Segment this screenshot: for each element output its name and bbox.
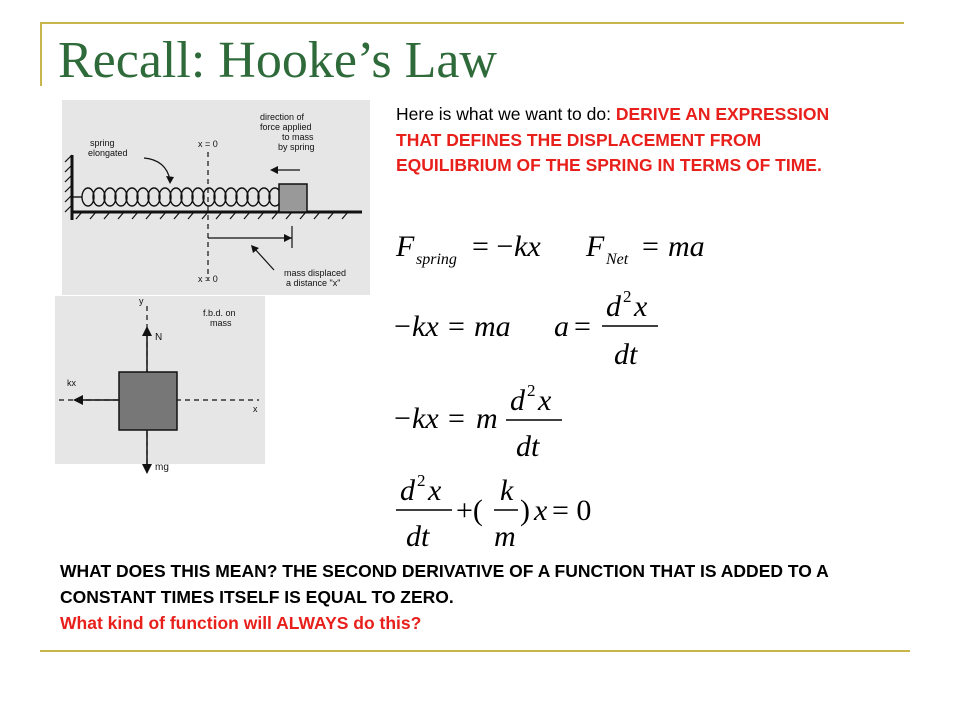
svg-text:spring: spring	[416, 251, 457, 268]
svg-text:): )	[520, 494, 530, 527]
svg-text:2: 2	[417, 471, 426, 490]
label-mass-displaced-1: mass displaced	[284, 268, 347, 278]
svg-text:x: x	[634, 290, 648, 323]
label-x-axis: x	[253, 404, 258, 414]
svg-text:m: m	[476, 402, 498, 435]
intro-highlight: DERIVE AN EXPRESSION THAT DEFINES THE DISPLACEMENT FROM EQUILIBRIUM OF THE SPRING IN TERMS OF TIME.	[396, 104, 830, 175]
svg-text:=: =	[574, 310, 591, 343]
svg-text:=: =	[448, 402, 465, 435]
svg-text:d: d	[400, 474, 415, 507]
equation-shm	[392, 468, 632, 554]
svg-text:2: 2	[623, 287, 632, 306]
svg-text:F: F	[396, 230, 415, 263]
label-fbd-1: f.b.d. on	[203, 308, 236, 318]
svg-text:dt: dt	[614, 338, 638, 371]
svg-text:Net: Net	[606, 251, 629, 268]
svg-text:x: x	[534, 494, 548, 527]
label-direction-2: force applied	[260, 122, 312, 132]
svg-text:+(: +(	[456, 494, 483, 527]
label-direction-4: by spring	[278, 142, 315, 152]
label-N: N	[155, 332, 163, 343]
svg-text:−: −	[394, 402, 411, 435]
svg-text:d: d	[510, 384, 525, 417]
label-elongated: elongated	[88, 148, 128, 158]
equation-hookes-newton	[392, 222, 732, 274]
label-x0-bottom: x = 0	[198, 274, 218, 284]
svg-text:dt: dt	[406, 520, 430, 553]
bottom-statement: WHAT DOES THIS MEAN? THE SECOND DERIVATIVE OF A FUNCTION THAT IS ADDED TO A CONSTANT TIMES ITSELF IS EQUAL TO ZERO.	[60, 561, 829, 607]
svg-text:=: =	[448, 310, 465, 343]
slide-title: Recall: Hooke’s Law	[58, 32, 497, 89]
label-mass-displaced-2: a distance "x"	[286, 278, 341, 288]
svg-text:kx: kx	[412, 402, 439, 435]
intro-text	[396, 102, 876, 179]
svg-text:=: =	[642, 230, 659, 263]
svg-text:x: x	[538, 384, 552, 417]
top-rule	[40, 22, 904, 24]
svg-text:kx: kx	[514, 230, 541, 263]
svg-text:a: a	[554, 310, 569, 343]
left-rule	[40, 22, 42, 86]
spring-mass-diagram	[62, 100, 370, 295]
svg-text:F: F	[586, 230, 605, 263]
label-direction-1: direction of	[260, 112, 305, 122]
equation-ode-form	[392, 378, 612, 464]
svg-text:m: m	[494, 520, 516, 553]
label-spring: spring	[90, 138, 115, 148]
label-mg: mg	[155, 462, 169, 473]
fbd-mass	[119, 372, 177, 430]
svg-text:ma: ma	[474, 310, 511, 343]
svg-text:2: 2	[527, 381, 536, 400]
label-fbd-2: mass	[210, 318, 232, 328]
svg-text:kx: kx	[412, 310, 439, 343]
label-y: y	[139, 296, 144, 306]
equation-acceleration	[392, 282, 692, 372]
label-kx: kx	[67, 378, 76, 388]
bottom-rule	[40, 650, 910, 652]
intro-plain: Here is what we want to do:	[396, 104, 616, 124]
free-body-diagram	[55, 296, 265, 486]
svg-text:−: −	[394, 310, 411, 343]
label-x0-top: x = 0	[198, 139, 218, 149]
svg-text:ma: ma	[668, 230, 705, 263]
svg-text:= 0: = 0	[552, 494, 592, 527]
bottom-text	[60, 558, 910, 636]
svg-text:dt: dt	[516, 430, 540, 463]
mass-block	[279, 184, 307, 212]
svg-text:k: k	[500, 474, 514, 507]
svg-text:x: x	[428, 474, 442, 507]
label-direction-3: to mass	[282, 132, 314, 142]
bottom-question: What kind of function will ALWAYS do this?	[60, 613, 422, 633]
svg-text:= −: = −	[472, 230, 514, 263]
svg-text:d: d	[606, 290, 621, 323]
